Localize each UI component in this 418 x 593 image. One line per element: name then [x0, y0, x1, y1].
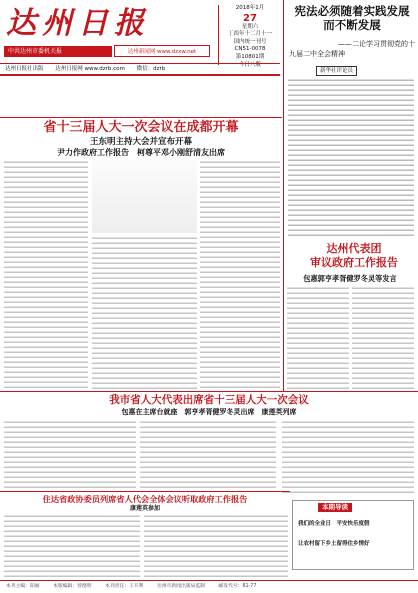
preview-item[interactable]: 让农村留下乡土留得住乡情好 — [298, 541, 370, 547]
commentary-subline-1: ——二论学习贯彻党的十 — [338, 40, 415, 48]
column-divider — [283, 0, 284, 392]
party-label: 中共达州市委机关报 — [4, 46, 112, 57]
issue-number: 第10801期 — [235, 53, 265, 60]
preview-item[interactable]: 我们的全业日 平安快乐度假 — [298, 521, 370, 527]
date-month: 2018年1月 — [235, 5, 265, 11]
main-subheadline-1: 王东明主持大会并宣布开幕 — [89, 137, 192, 147]
footer-item: 本刊主编：阳丽 — [6, 584, 40, 589]
section-rule — [0, 491, 290, 492]
delegation-story-column — [287, 286, 349, 390]
delegation-headline[interactable] — [296, 242, 412, 270]
main-story-column — [200, 160, 280, 390]
main-story-column — [4, 160, 88, 390]
delegation-headline-line-1: 达州代表团 — [326, 242, 382, 255]
info-item: 达州日报社出版 — [5, 66, 44, 72]
footer-item: 邮发代号：61-77 — [218, 584, 257, 589]
footer-item: 本刊责任：王开利 — [105, 584, 144, 589]
second-story-column — [282, 420, 414, 496]
third-subheadline: 康莲英参加 — [129, 505, 160, 512]
main-story-column — [92, 236, 197, 390]
lunar-date: 丁酉年十二月十一 — [227, 31, 272, 38]
main-headline[interactable]: 省十三届人大一次会议在成都开幕 — [43, 120, 239, 135]
commentary-headline[interactable]: 宪法必须随着实践发展而不断发展 — [294, 4, 410, 32]
second-headline[interactable]: 我市省人大代表出席省十三届人大一次会议 — [109, 394, 309, 406]
delegation-subheadline: 包惠郭亨孝胥健罗冬灵等发言 — [303, 274, 397, 283]
info-item[interactable]: 达州日报网 www.dzrb.com — [55, 66, 125, 72]
domain-label[interactable]: 达州新闻网 www.dzxw.net — [114, 45, 210, 57]
third-story-column — [144, 514, 288, 578]
cn-number: CN51-0078 — [234, 46, 266, 53]
third-headline[interactable]: 住达省政协委员列席省人代会全体会议听取政府工作报告 — [42, 494, 248, 504]
commentary-tag: 新华社评论员 — [316, 66, 357, 76]
newspaper-logo: 达州日报 — [6, 6, 150, 41]
second-story-column — [140, 420, 276, 490]
delegation-headline-line-2: 审议政府工作报告 — [310, 256, 398, 269]
news-photo — [92, 160, 197, 233]
preview-box — [292, 500, 414, 570]
commentary-subline-2: 九届二中全会精神 — [289, 50, 345, 58]
main-subheadline-2: 尹力作政府工作报告 柯尊平邓小刚舒清友出席 — [57, 148, 225, 157]
date-day: 27 — [243, 12, 257, 24]
info-line — [0, 63, 280, 76]
footer-item: 本版编辑：曾德明 — [53, 584, 92, 589]
delegation-story-column — [352, 286, 414, 390]
issue-label: 国内统一刊号 — [233, 38, 267, 45]
preview-title: 本期导读 — [318, 503, 352, 512]
date-weekday: 星期六 — [241, 23, 259, 30]
page-count: 今日八版 — [238, 61, 261, 68]
section-rule — [0, 117, 282, 118]
date-box — [218, 5, 281, 68]
footer-bar — [0, 580, 418, 593]
footer-item: 达州市新闻出版局监制 — [156, 584, 205, 589]
commentary-body — [288, 78, 414, 238]
third-story-column — [4, 514, 140, 578]
section-rule — [0, 391, 418, 392]
info-item: 微信：dzrb — [136, 66, 166, 72]
second-story-column — [4, 420, 136, 490]
second-subheadline: 包惠在主席台就座 郭亨孝胥健罗冬灵出席 康莲英列席 — [121, 408, 297, 416]
